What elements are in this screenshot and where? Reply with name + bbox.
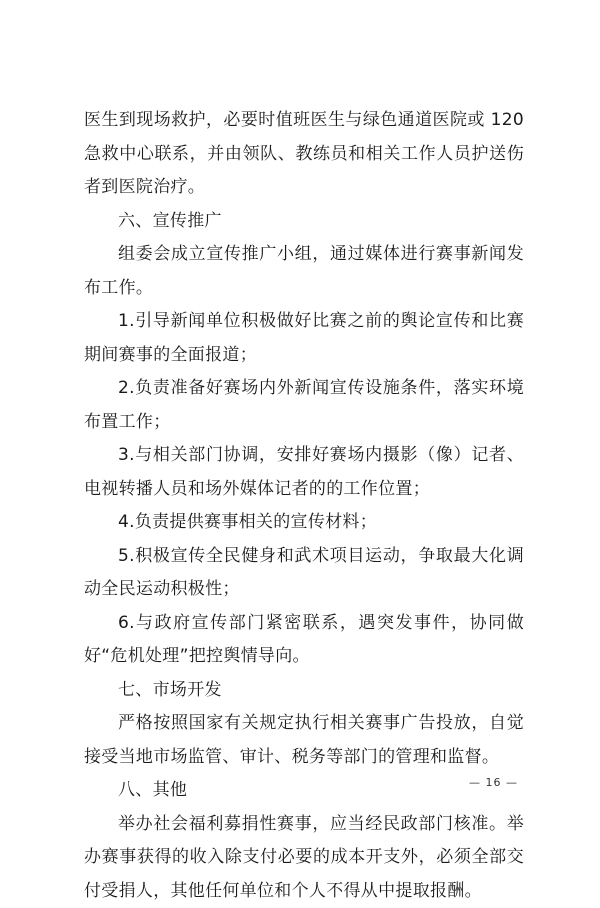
list-item: 4.负责提供赛事相关的宣传材料； — [84, 506, 524, 540]
paragraph: 组委会成立宣传推广小组，通过媒体进行赛事新闻发布工作。 — [84, 238, 524, 305]
paragraph: 举办社会福利募捐性赛事，应当经民政部门核准。举办赛事获得的收入除支付必要的成本开支外，必须全部交付受捐人，其他任何单位和个人不得从中提取报酬。 — [84, 808, 524, 908]
list-item: 6.与政府宣传部门紧密联系，遇突发事件，协同做好“危机处理”把控舆情导向。 — [84, 607, 524, 674]
page-number: — 16 — — [469, 776, 518, 789]
list-item: 2.负责准备好赛场内外新闻宣传设施条件，落实环境布置工作； — [84, 372, 524, 439]
paragraph: 严格按照国家有关规定执行相关赛事广告投放，自觉接受当地市场监管、审计、税务等部门的管理和监督。 — [84, 707, 524, 774]
section-heading-other: 八、其他 — [84, 774, 524, 808]
section-heading-publicity: 六、宣传推广 — [84, 205, 524, 239]
list-item: 5.积极宣传全民健身和武术项目运动，争取最大化调动全民运动积极性； — [84, 540, 524, 607]
list-item: 3.与相关部门协调，安排好赛场内摄影（像）记者、电视转播人员和场外媒体记者的的工作位置； — [84, 439, 524, 506]
paragraph-continuation: 医生到现场救护，必要时值班医生与绿色通道医院或 120 急救中心联系，并由领队、教练员和相关工作人员护送伤者到医院治疗。 — [84, 104, 524, 205]
section-heading-market: 七、市场开发 — [84, 674, 524, 708]
list-item: 1.引导新闻单位积极做好比赛之前的舆论宣传和比赛期间赛事的全面报道； — [84, 305, 524, 372]
document-body — [84, 104, 524, 908]
